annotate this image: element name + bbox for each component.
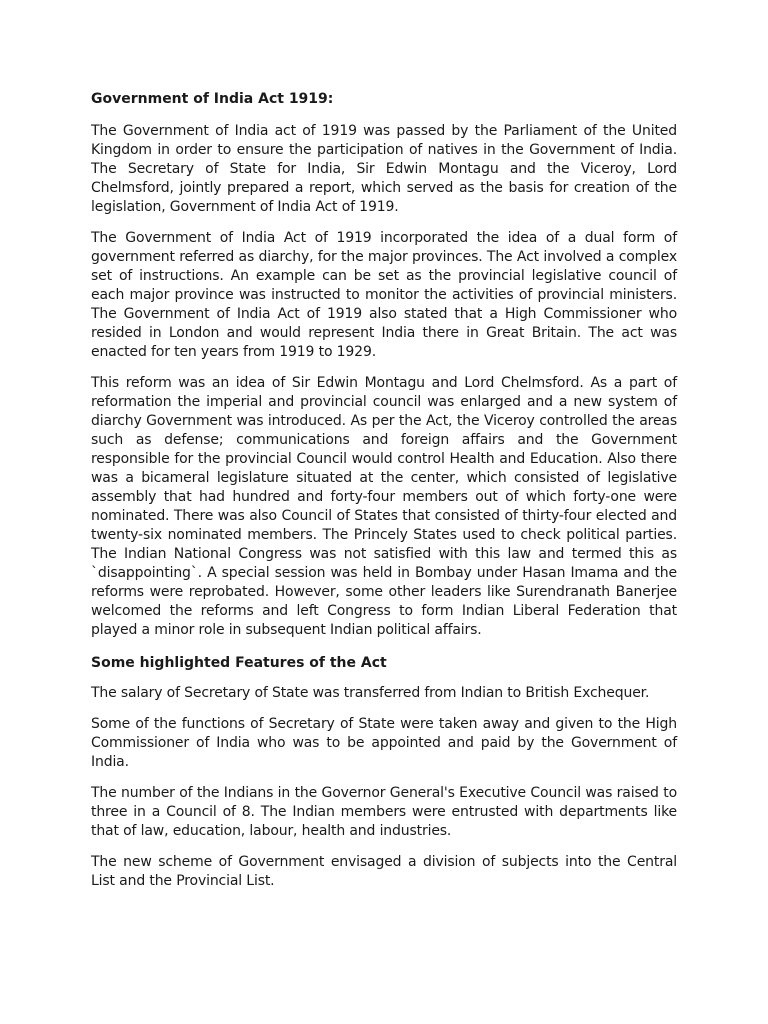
intro-paragraph-3: This reform was an idea of Sir Edwin Montagu and Lord Chelmsford. As a part of reformation the imperial and provincial council was enlarged and a new system of diarchy Government was introduced. As per the Act, the Viceroy controlled the areas such as defense; communications and foreign affairs and the Government responsible for the provincial Council would control Health and Education. Also there was a bicameral legislature situated at the center, which consisted of legislative assembly that had hundred and forty-four members out of which forty-one were nominated. There was also Council of States that consisted of thirty-four elected and twenty-six nominated members. The Princely States used to check political parties. The Indian National Congress was not satisfied with this law and termed this as `disappointing`. A special session was held in Bombay under Hasan Imama and the reforms were reprobated. However, some other leaders like Surendranath Banerjee welcomed the reforms and left Congress to form Indian Liberal Federation that played a minor role in subsequent Indian political affairs. [91, 375, 677, 638]
feature-paragraph-4: The new scheme of Government envisaged a division of subjects into the Central List and the Provincial List. [91, 854, 677, 889]
feature-paragraph-3: The number of the Indians in the Governor General's Executive Council was raised to three in a Council of 8. The Indian members were entrusted with departments like that of law, education, labour, health and industries. [91, 785, 677, 839]
feature-paragraph-1: The salary of Secretary of State was transferred from Indian to British Exchequer. [91, 685, 650, 701]
document-page [91, 90, 677, 903]
feature-paragraph-2: Some of the functions of Secretary of State were taken away and given to the High Commissioner of India who was to be appointed and paid by the Government of India. [91, 716, 677, 770]
intro-paragraph-2: The Government of India Act of 1919 incorporated the idea of a dual form of government referred as diarchy, for the major provinces. The Act involved a complex set of instructions. An example can be set as the provincial legislative council of each major province was instructed to monitor the activities of provincial ministers. The Government of India Act of 1919 also stated that a High Commissioner who resided in London and would represent India there in Great Britain. The act was enacted for ten years from 1919 to 1929. [91, 230, 677, 360]
features-heading: Some highlighted Features of the Act [91, 655, 387, 671]
intro-paragraph-1: The Government of India act of 1919 was passed by the Parliament of the United Kingdom in order to ensure the participation of natives in the Government of India. The Secretary of State for India, Sir Edwin Montagu and the Viceroy, Lord Chelmsford, jointly prepared a report, which served as the basis for creation of the legislation, Government of India Act of 1919. [91, 123, 677, 215]
document-title: Government of India Act 1919: [91, 91, 334, 107]
